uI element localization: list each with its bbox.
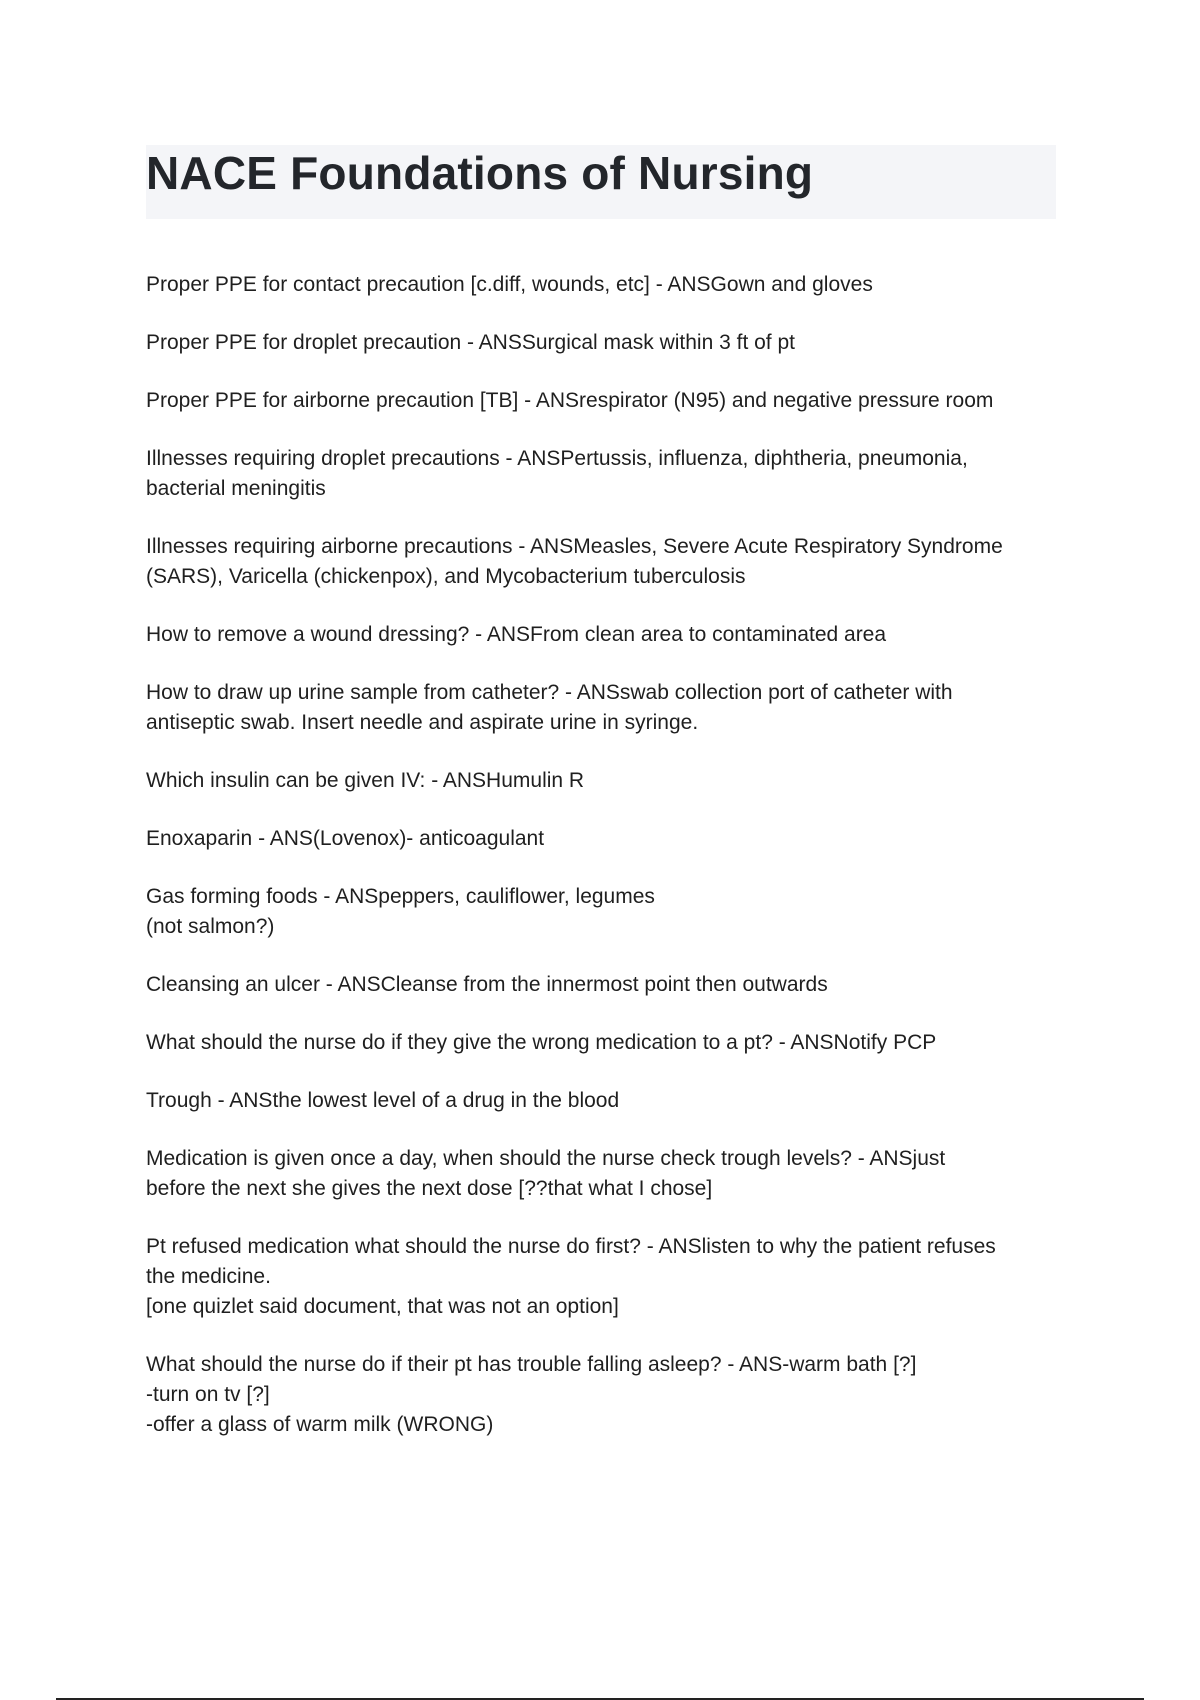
qa-item	[146, 1350, 1066, 1440]
qa-item	[146, 328, 1066, 358]
qa-list	[146, 270, 1066, 1468]
qa-item	[146, 620, 1066, 650]
qa-line: Cleansing an ulcer - ANSCleanse from the innermost point then outwards	[146, 973, 828, 996]
qa-line: What should the nurse do if they give the wrong medication to a pt? - ANSNotify PCP	[146, 1031, 937, 1054]
qa-line: -offer a glass of warm milk (WRONG)	[146, 1413, 494, 1436]
qa-item	[146, 1086, 1066, 1116]
qa-line: antiseptic swab. Insert needle and aspirate urine in syringe.	[146, 711, 699, 734]
qa-line: Enoxaparin - ANS(Lovenox)- anticoagulant	[146, 827, 545, 850]
qa-line: Proper PPE for droplet precaution - ANSSurgical mask within 3 ft of pt	[146, 331, 795, 354]
qa-line: (SARS), Varicella (chickenpox), and Mycobacterium tuberculosis	[146, 565, 746, 588]
page-title: NACE Foundations of Nursing	[146, 147, 814, 199]
qa-line: Proper PPE for airborne precaution [TB] - ANSrespirator (N95) and negative pressure room	[146, 389, 994, 412]
qa-item	[146, 1232, 1066, 1322]
qa-line: bacterial meningitis	[146, 477, 326, 500]
qa-item	[146, 824, 1066, 854]
qa-item	[146, 1144, 1066, 1204]
qa-item	[146, 386, 1066, 416]
qa-line: (not salmon?)	[146, 915, 275, 938]
qa-line: Proper PPE for contact precaution [c.diff, wounds, etc] - ANSGown and gloves	[146, 273, 873, 296]
qa-line: Gas forming foods - ANSpeppers, cauliflower, legumes	[146, 885, 655, 908]
qa-line: [one quizlet said document, that was not an option]	[146, 1295, 619, 1318]
qa-line: How to remove a wound dressing? - ANSFrom clean area to contaminated area	[146, 623, 887, 646]
qa-item	[146, 270, 1066, 300]
qa-line: before the next she gives the next dose [??that what I chose]	[146, 1177, 713, 1200]
qa-line: Trough - ANSthe lowest level of a drug in the blood	[146, 1089, 620, 1112]
qa-line: Illnesses requiring airborne precautions - ANSMeasles, Severe Acute Respiratory Syndrome	[146, 535, 1003, 558]
qa-item	[146, 970, 1066, 1000]
qa-item	[146, 1028, 1066, 1058]
qa-line: What should the nurse do if their pt has trouble falling asleep? - ANS-warm bath [?]	[146, 1353, 917, 1376]
qa-line: -turn on tv [?]	[146, 1383, 270, 1406]
qa-item	[146, 532, 1066, 592]
qa-item	[146, 766, 1066, 796]
qa-line: Which insulin can be given IV: - ANSHumulin R	[146, 769, 585, 792]
qa-line: Pt refused medication what should the nurse do first? - ANSlisten to why the patient refuses	[146, 1235, 996, 1258]
qa-item	[146, 882, 1066, 942]
qa-line: How to draw up urine sample from catheter? - ANSswab collection port of catheter with	[146, 681, 953, 704]
qa-line: Illnesses requiring droplet precautions - ANSPertussis, influenza, diphtheria, pneumonia,	[146, 447, 968, 470]
qa-line: Medication is given once a day, when should the nurse check trough levels? - ANSjust	[146, 1147, 946, 1170]
qa-item	[146, 444, 1066, 504]
qa-line: the medicine.	[146, 1265, 271, 1288]
qa-item	[146, 678, 1066, 738]
